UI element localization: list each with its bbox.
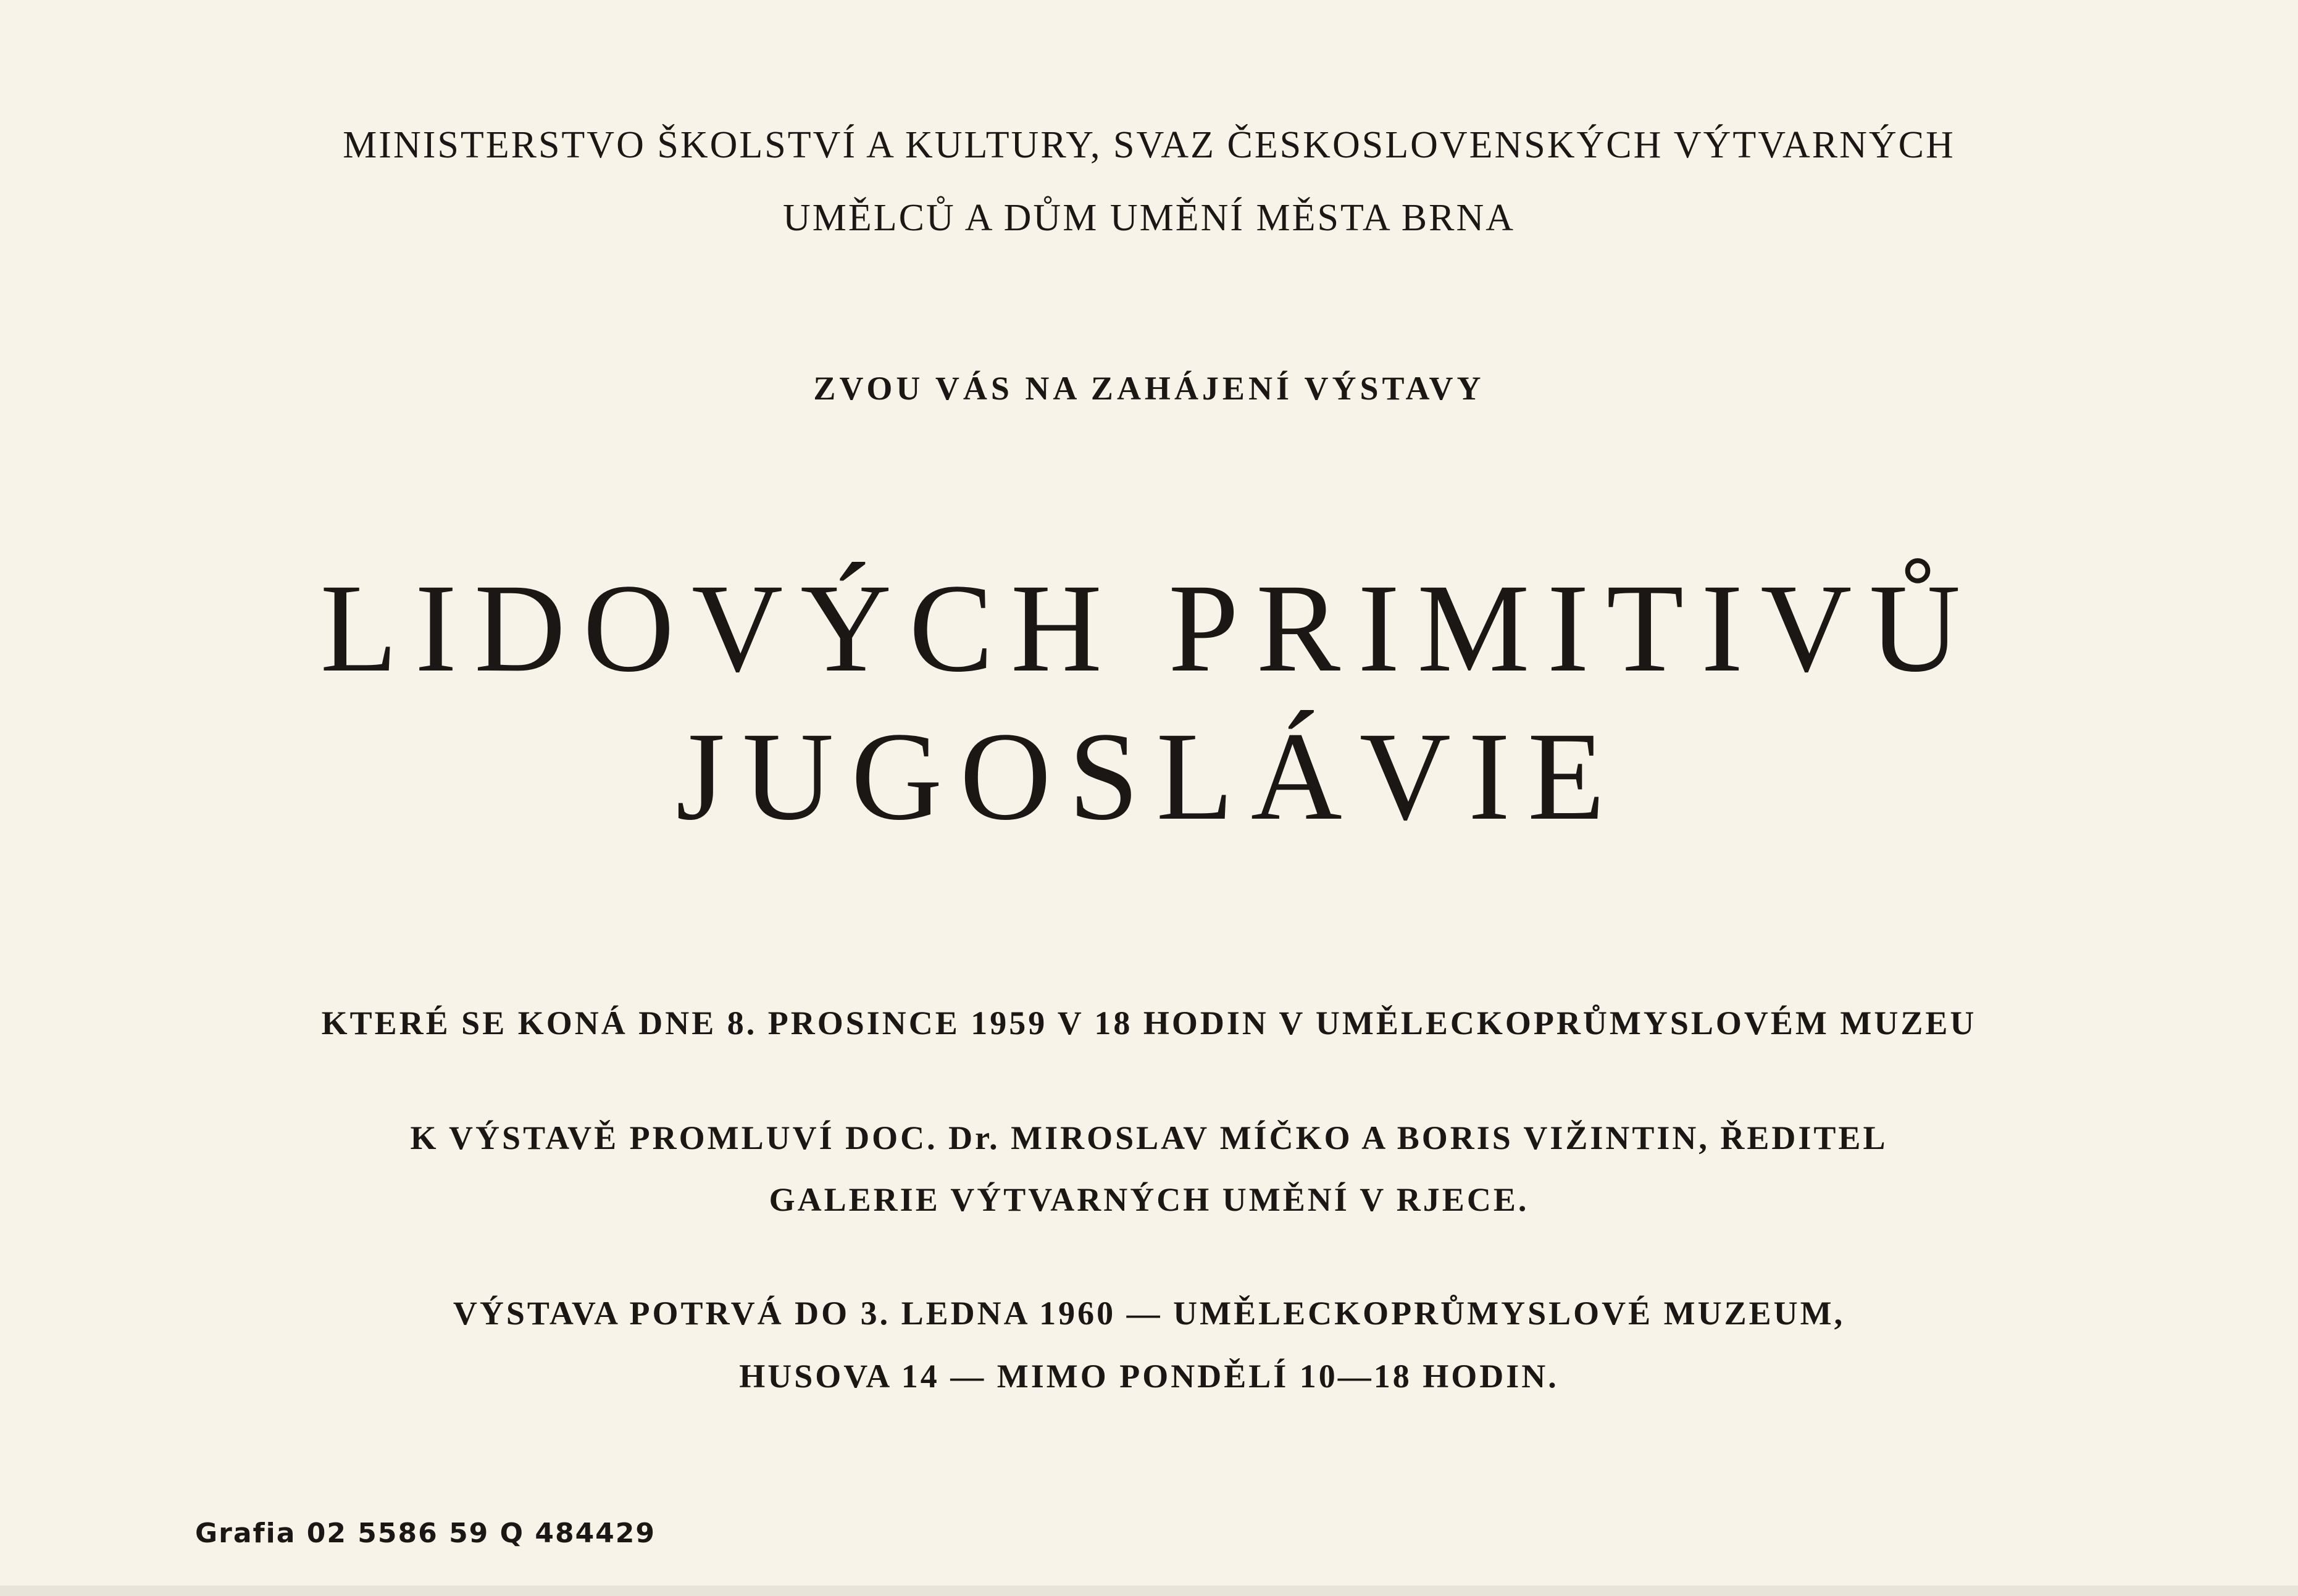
scan-bottom-edge <box>0 1586 2298 1596</box>
duration-line-2: HUSOVA 14 — MIMO PONDĚLÍ 10—18 HODIN. <box>739 1358 1559 1395</box>
printer-mark: Grafia 02 5586 59 Q 484429 <box>195 1518 656 1549</box>
title-line-1: LIDOVÝCH PRIMITIVŮ <box>320 558 1978 698</box>
title-line-2: JUGOSLÁVIE <box>675 706 1623 846</box>
date-line: KTERÉ SE KONÁ DNE 8. PROSINCE 1959 V 18 HODIN V UMĚLECKOPRŮMYSLOVÉM MUZEU <box>321 1005 1977 1042</box>
header-line-1: MINISTERSTVO ŠKOLSTVÍ A KULTURY, SVAZ ČESKOSLOVENSKÝCH VÝTVARNÝCH <box>343 124 1955 166</box>
duration-line-1: VÝSTAVA POTRVÁ DO 3. LEDNA 1960 — UMĚLECKOPRŮMYSLOVÉ MUZEUM, <box>453 1295 1845 1332</box>
invite-line: ZVOU VÁS NA ZAHÁJENÍ VÝSTAVY <box>813 370 1485 407</box>
speakers-line-1: K VÝSTAVĚ PROMLUVÍ DOC. Dr. MIROSLAV MÍČKO A BORIS VIŽINTIN, ŘEDITEL <box>410 1119 1888 1156</box>
speakers-line-2: GALERIE VÝTVARNÝCH UMĚNÍ V RJECE. <box>769 1181 1529 1218</box>
header-line-2: UMĚLCŮ A DŮM UMĚNÍ MĚSTA BRNA <box>782 197 1516 239</box>
